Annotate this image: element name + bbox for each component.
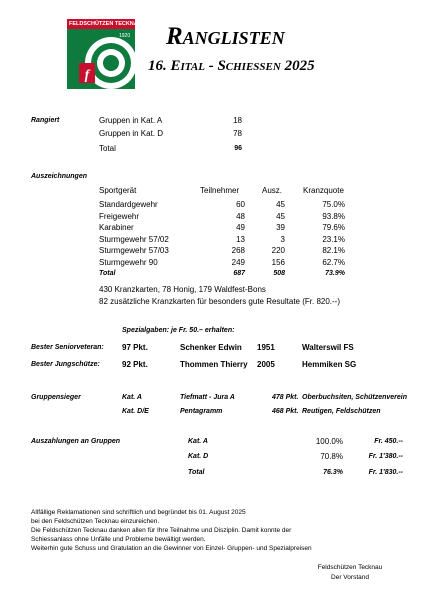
col-header-kranzquote: Kranzquote bbox=[303, 186, 344, 195]
spezial-category: Bester Seniorveteran: bbox=[31, 344, 104, 351]
spezial-year: 2005 bbox=[257, 360, 275, 369]
ausz-quote: 62.7% bbox=[322, 257, 345, 267]
footer-line: Die Feldschützen Tecknau danken allen für Ihre Teilnahme und Disziplin. Damit konnte der bbox=[31, 527, 292, 534]
ausz-ausz: 39 bbox=[276, 223, 285, 232]
ausz-teilnehmer: 60 bbox=[236, 200, 245, 209]
gs-club: Reutigen, Feldschützen bbox=[302, 408, 381, 415]
az-percent: 100.0% bbox=[315, 437, 343, 446]
rangiert-total-label: Total bbox=[99, 144, 116, 153]
auszahlungen-label: Auszahlungen an Gruppen bbox=[31, 438, 121, 445]
spezial-name: Schenker Edwin bbox=[180, 343, 242, 352]
gs-group: Pentagramm bbox=[180, 408, 223, 415]
ausz-note-1: 430 Kranzkarten, 78 Honig, 179 Waldfest-Bons bbox=[99, 285, 266, 294]
ausz-teilnehmer: 249 bbox=[231, 257, 245, 267]
footer-line: Allfällige Reklamationen sind schriftlich und begründet bis 01. August 2025 bbox=[31, 509, 246, 516]
ausz-sportgeraet: Freigewehr bbox=[99, 211, 140, 221]
ausz-teilnehmer: 48 bbox=[236, 211, 245, 221]
spezial-category: Bester Jungschütze: bbox=[31, 361, 100, 368]
ausz-ausz: 220 bbox=[271, 246, 285, 255]
ausz-quote: 79.6% bbox=[322, 223, 345, 232]
signature-club: Feldschützen Tecknau bbox=[317, 564, 383, 571]
gruppensieger-label: Gruppensieger bbox=[31, 394, 81, 401]
az-total-label: Total bbox=[188, 469, 205, 476]
az-kat: Kat. D bbox=[188, 453, 209, 460]
signature-board: Der Vorstand bbox=[331, 574, 369, 581]
col-header-ausz: Ausz. bbox=[262, 186, 283, 195]
ausz-teilnehmer: 13 bbox=[236, 234, 245, 244]
az-kat: Kat. A bbox=[188, 438, 208, 445]
footer-line: bei den Feldschützen Tecknau einzureichen. bbox=[31, 518, 160, 525]
rangiert-label: Rangiert bbox=[31, 117, 60, 124]
club-logo bbox=[67, 19, 142, 89]
logo-graphic bbox=[67, 19, 135, 89]
ausz-quote: 82.1% bbox=[322, 246, 345, 255]
col-header-sportgeraet: Sportgerät bbox=[99, 186, 137, 195]
spezial-club: Hemmiken SG bbox=[302, 360, 357, 369]
spezial-club: Walterswil FS bbox=[302, 343, 354, 352]
ausz-ausz: 3 bbox=[280, 234, 285, 244]
spezial-points: 92 Pkt. bbox=[122, 360, 148, 369]
ausz-sportgeraet: Sturmgewehr 90 bbox=[99, 257, 158, 267]
spezial-year: 1951 bbox=[257, 343, 275, 352]
gs-club: Oberbuchsiten, Schützenverein bbox=[302, 394, 408, 401]
az-total-amount: Fr. 1'830.-- bbox=[368, 469, 403, 476]
ausz-teilnehmer: 268 bbox=[231, 246, 245, 255]
rangiert-row-label: Gruppen in Kat. D bbox=[99, 129, 164, 138]
gs-points: 468 Pkt. bbox=[272, 408, 299, 415]
auszeichnungen-label: Auszeichnungen bbox=[31, 173, 88, 180]
spezialgaben-heading: Spezialgaben: je Fr. 50.– erhalten: bbox=[122, 327, 235, 334]
ausz-total-ausz: 508 bbox=[273, 270, 285, 277]
rangiert-row-value: 78 bbox=[233, 129, 242, 138]
page-subtitle: 16. Eital - Schiessen 2025 bbox=[148, 58, 315, 74]
svg-text:f: f bbox=[84, 68, 90, 83]
ausz-quote: 23.1% bbox=[322, 234, 345, 244]
ausz-sportgeraet: Sturmgewehr 57/03 bbox=[99, 246, 169, 255]
logo-text: FELDSCHÜTZEN TECKNAU bbox=[69, 21, 142, 27]
ausz-quote: 93.8% bbox=[322, 211, 345, 221]
gs-kat: Kat. A bbox=[122, 394, 142, 401]
rangiert-row-label: Gruppen in Kat. A bbox=[99, 116, 163, 125]
ausz-note-2: 82 zusätzliche Kranzkarten für besonders gute Resultate (Fr. 820.--) bbox=[99, 297, 341, 306]
gs-group: Tiefmatt - Jura A bbox=[180, 394, 235, 401]
ausz-quote: 75.0% bbox=[322, 200, 345, 209]
ausz-sportgeraet: Standardgewehr bbox=[99, 200, 158, 209]
rangiert-row-value: 18 bbox=[233, 116, 242, 125]
az-amount: Fr. 450.-- bbox=[374, 438, 403, 445]
spezial-points: 97 Pkt. bbox=[122, 343, 148, 352]
az-amount: Fr. 1'380.-- bbox=[368, 453, 403, 460]
rangiert-total-value: 96 bbox=[234, 145, 242, 152]
ausz-ausz: 156 bbox=[271, 257, 285, 267]
ausz-total-quote: 73.9% bbox=[325, 270, 345, 277]
gs-points: 478 Pkt. bbox=[272, 394, 299, 401]
ausz-ausz: 45 bbox=[276, 211, 285, 221]
footer-line: Schiessanlass ohne Unfälle und Probleme bewältigt werden. bbox=[31, 536, 206, 543]
ausz-sportgeraet: Karabiner bbox=[99, 223, 134, 232]
ausz-ausz: 45 bbox=[276, 200, 285, 209]
col-header-teilnehmer: Teilnehmer bbox=[200, 186, 240, 195]
ausz-total-label: Total bbox=[99, 270, 116, 277]
ausz-teilnehmer: 49 bbox=[236, 223, 245, 232]
ausz-total-teilnehmer: 687 bbox=[233, 270, 245, 277]
footer-line: Weiterhin gute Schuss und Gratulation an die Gewinner von Einzel- Gruppen- und Spezialpreisen bbox=[31, 545, 312, 552]
az-percent: 70.8% bbox=[320, 452, 343, 461]
logo-year: 1920 bbox=[119, 33, 131, 39]
spezial-name: Thommen Thierry bbox=[180, 360, 248, 369]
page-title: Ranglisten bbox=[166, 23, 285, 50]
ausz-sportgeraet: Sturmgewehr 57/02 bbox=[99, 234, 169, 244]
az-total-percent: 76.3% bbox=[323, 469, 343, 476]
gs-kat: Kat. D/E bbox=[122, 408, 149, 415]
